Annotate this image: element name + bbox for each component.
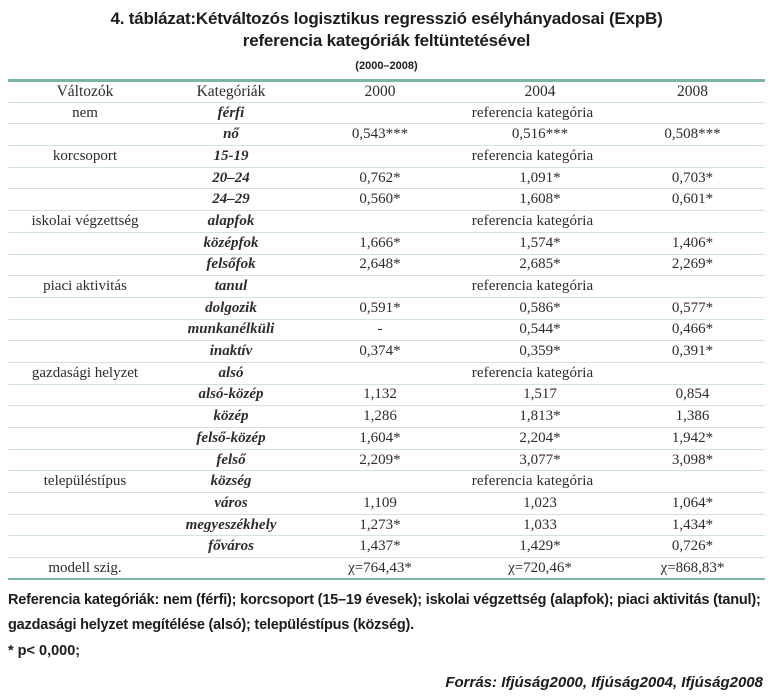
- value-cell: 1,813*: [460, 406, 620, 428]
- table-body: [8, 102, 765, 579]
- value-cell: 0,586*: [460, 297, 620, 319]
- category-cell: nő: [162, 124, 300, 146]
- category-cell: alapfok: [162, 211, 300, 233]
- page-title-line2: referencia kategóriák feltüntetésével: [242, 31, 531, 50]
- table-row: [8, 428, 765, 450]
- reference-category-cell: referencia kategória: [300, 211, 765, 233]
- reference-category-cell: referencia kategória: [300, 362, 765, 384]
- reference-category-cell: referencia kategória: [300, 471, 765, 493]
- value-cell: 1,286: [300, 406, 460, 428]
- table-row: [8, 297, 765, 319]
- value-cell: 2,685*: [460, 254, 620, 276]
- value-cell: χ=720,46*: [460, 558, 620, 580]
- variable-cell: [8, 493, 162, 515]
- category-cell: [162, 558, 300, 580]
- table-row: [8, 536, 765, 558]
- value-cell: 0,466*: [620, 319, 765, 341]
- value-cell: 0,560*: [300, 189, 460, 211]
- value-cell: 0,577*: [620, 297, 765, 319]
- table-row: [8, 341, 765, 363]
- category-cell: felső-közép: [162, 428, 300, 450]
- table-row: [8, 254, 765, 276]
- category-cell: község: [162, 471, 300, 493]
- reference-category-cell: referencia kategória: [300, 276, 765, 298]
- header-2008: 2008: [620, 81, 765, 103]
- reference-category-cell: referencia kategória: [300, 146, 765, 168]
- variable-cell: [8, 124, 162, 146]
- value-cell: 1,033: [460, 514, 620, 536]
- variable-cell: [8, 384, 162, 406]
- value-cell: 0,703*: [620, 167, 765, 189]
- value-cell: 1,437*: [300, 536, 460, 558]
- value-cell: 1,023: [460, 493, 620, 515]
- value-cell: 1,064*: [620, 493, 765, 515]
- table-row: [8, 232, 765, 254]
- value-cell: -: [300, 319, 460, 341]
- reference-note: [8, 588, 765, 638]
- variable-cell: piaci aktivitás: [8, 276, 162, 298]
- value-cell: χ=868,83*: [620, 558, 765, 580]
- page-subtitle: (2000–2008): [355, 60, 418, 72]
- value-cell: 1,406*: [620, 232, 765, 254]
- variable-cell: korcsoport: [8, 146, 162, 168]
- value-cell: 1,942*: [620, 428, 765, 450]
- variable-cell: iskolai végzettség: [8, 211, 162, 233]
- header-2004: 2004: [460, 81, 620, 103]
- variable-cell: [8, 297, 162, 319]
- category-cell: felsőfok: [162, 254, 300, 276]
- value-cell: 1,434*: [620, 514, 765, 536]
- category-cell: középfok: [162, 232, 300, 254]
- value-cell: 2,269*: [620, 254, 765, 276]
- variable-cell: településtípus: [8, 471, 162, 493]
- table-row: [8, 146, 765, 168]
- category-cell: felső: [162, 449, 300, 471]
- category-cell: férfi: [162, 102, 300, 124]
- table-row: [8, 102, 765, 124]
- table-row: [8, 124, 765, 146]
- table-row: [8, 276, 765, 298]
- reference-note-line2: gazdasági helyzet megítélése (alsó); településtípus (község).: [8, 617, 414, 634]
- significance-note: * p< 0,000;: [8, 643, 81, 660]
- category-cell: megyeszékhely: [162, 514, 300, 536]
- value-cell: 1,273*: [300, 514, 460, 536]
- category-cell: dolgozik: [162, 297, 300, 319]
- value-cell: 0,854: [620, 384, 765, 406]
- category-cell: munkanélküli: [162, 319, 300, 341]
- page-title-line1: 4. táblázat:Kétváltozós logisztikus regresszió esélyhányadosai (ExpB): [110, 9, 663, 28]
- table-row: [8, 362, 765, 384]
- variable-cell: [8, 428, 162, 450]
- table-header-row: [8, 81, 765, 103]
- variable-cell: [8, 167, 162, 189]
- table-row: [8, 319, 765, 341]
- variable-cell: gazdasági helyzet: [8, 362, 162, 384]
- variable-cell: [8, 189, 162, 211]
- variable-cell: [8, 319, 162, 341]
- value-cell: 0,726*: [620, 536, 765, 558]
- value-cell: 1,429*: [460, 536, 620, 558]
- value-cell: 2,204*: [460, 428, 620, 450]
- value-cell: 1,608*: [460, 189, 620, 211]
- value-cell: 2,648*: [300, 254, 460, 276]
- title-block: [8, 8, 765, 72]
- category-cell: 15-19: [162, 146, 300, 168]
- value-cell: 3,098*: [620, 449, 765, 471]
- reference-category-cell: referencia kategória: [300, 102, 765, 124]
- value-cell: 0,762*: [300, 167, 460, 189]
- variable-cell: [8, 536, 162, 558]
- table-row: [8, 167, 765, 189]
- value-cell: 2,209*: [300, 449, 460, 471]
- value-cell: 1,604*: [300, 428, 460, 450]
- value-cell: 0,544*: [460, 319, 620, 341]
- value-cell: 1,666*: [300, 232, 460, 254]
- table-row: [8, 471, 765, 493]
- value-cell: 1,132: [300, 384, 460, 406]
- table-row: [8, 514, 765, 536]
- category-cell: tanul: [162, 276, 300, 298]
- variable-cell: [8, 341, 162, 363]
- regression-table: [8, 79, 765, 580]
- category-cell: inaktív: [162, 341, 300, 363]
- table-row: [8, 189, 765, 211]
- category-cell: város: [162, 493, 300, 515]
- variable-cell: modell szig.: [8, 558, 162, 580]
- value-cell: 1,109: [300, 493, 460, 515]
- variable-cell: [8, 406, 162, 428]
- value-cell: 0,516***: [460, 124, 620, 146]
- table-row: [8, 384, 765, 406]
- table-row: [8, 449, 765, 471]
- table-row: [8, 406, 765, 428]
- variable-cell: [8, 514, 162, 536]
- category-cell: főváros: [162, 536, 300, 558]
- source-note: Forrás: Ifjúság2000, Ifjúság2004, Ifjúság2008: [445, 674, 763, 691]
- header-2000: 2000: [300, 81, 460, 103]
- value-cell: 0,543***: [300, 124, 460, 146]
- variable-cell: [8, 449, 162, 471]
- value-cell: 0,601*: [620, 189, 765, 211]
- table-row: [8, 558, 765, 580]
- variable-cell: [8, 254, 162, 276]
- category-cell: alsó: [162, 362, 300, 384]
- variable-cell: [8, 232, 162, 254]
- table-row: [8, 211, 765, 233]
- category-cell: 24–29: [162, 189, 300, 211]
- value-cell: 0,391*: [620, 341, 765, 363]
- value-cell: 1,091*: [460, 167, 620, 189]
- value-cell: 0,591*: [300, 297, 460, 319]
- value-cell: 0,359*: [460, 341, 620, 363]
- value-cell: 1,517: [460, 384, 620, 406]
- value-cell: 3,077*: [460, 449, 620, 471]
- header-categories: Kategóriák: [162, 81, 300, 103]
- value-cell: 1,386: [620, 406, 765, 428]
- value-cell: 1,574*: [460, 232, 620, 254]
- value-cell: 0,374*: [300, 341, 460, 363]
- category-cell: alsó-közép: [162, 384, 300, 406]
- category-cell: 20–24: [162, 167, 300, 189]
- reference-note-line1: Referencia kategóriák: nem (férfi); korcsoport (15–19 évesek); iskolai végzettség (alapfok); piaci aktivitás (tanul);: [8, 592, 761, 609]
- value-cell: χ=764,43*: [300, 558, 460, 580]
- category-cell: közép: [162, 406, 300, 428]
- header-variables: Változók: [8, 81, 162, 103]
- table-row: [8, 493, 765, 515]
- variable-cell: nem: [8, 102, 162, 124]
- value-cell: 0,508***: [620, 124, 765, 146]
